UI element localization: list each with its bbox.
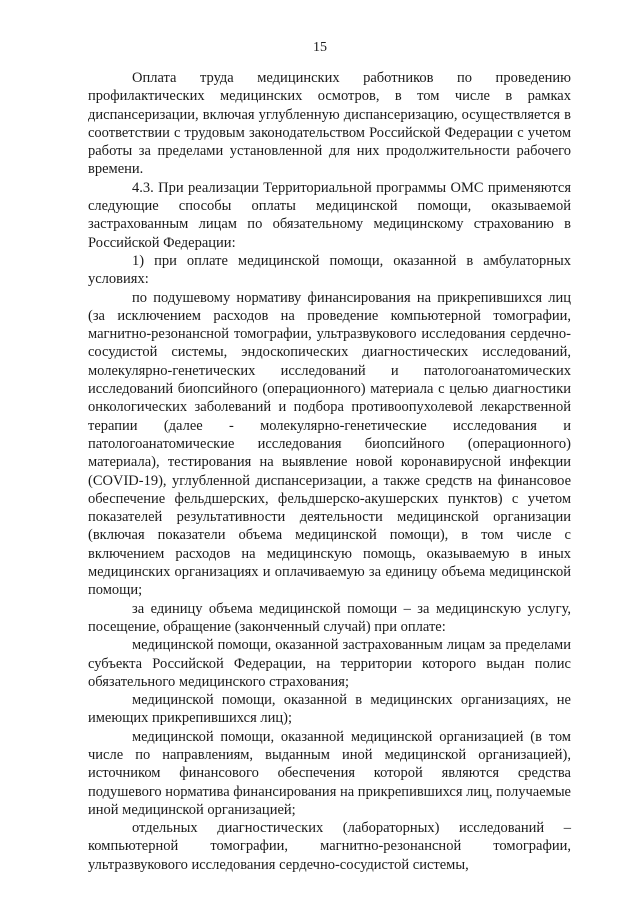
page-number: 15: [313, 40, 327, 55]
paragraph-per-unit-volume: за единицу объема медицинской помощи – за медицинскую услугу, посещение, обращение (законченный случай) при оплате:: [88, 600, 571, 635]
paragraph-per-capita-standard: по подушевому нормативу финансирования на прикрепившихся лиц (за исключением расходов на проведение компьютерной томографии, магнитно-резонансной томографии, ультразвукового исследования сердечно-сосудистой системы, эндоскопических диагностических исследований, молекулярно-генетических исследований и патологоанатомических исследований биопсийного (операционного) материала с целью диагностики онкологических заболеваний и подбора противоопухолевой лекарственной терапии (далее - молекулярно-генетические исследования и патологоанатомические исследования биопсийного (операционного) материала), тестирования на выявление новой коронавирусной инфекции (COVID-19), углубленной диспансеризации, а также средств на финансовое обеспечение фельдшерских, фельдшерско-акушерских пунктов) с учетом показателей результативности деятельности медицинской организации (включая показатели объема медицинской помощи), в том числе с включением расходов на медицинскую помощь, оказываемую в иных медицинских организациях и оплачиваемую за единицу объема медицинской помощи;: [88, 289, 571, 599]
paragraph-labor-payment: Оплата труда медицинских работников по проведению профилактических медицинских осмотров, в том числе в рамках диспансеризации, включая углубленную диспансеризацию, осуществляется в соответствии с трудовым законодательством Российской Федерации с учетом работы за пределами установленной для них продолжительности рабочего времени.: [88, 70, 571, 178]
document-body: [88, 69, 571, 874]
paragraph-no-attached-persons: медицинской помощи, оказанной в медицинских организациях, не имеющих прикрепившихся лиц);: [88, 692, 571, 727]
paragraph-outpatient-conditions: 1) при оплате медицинской помощи, оказанной в амбулаторных условиях:: [88, 252, 571, 288]
paragraph-referrals: медицинской помощи, оказанной медицинской организацией (в том числе по направлениям, выданным иной медицинской организацией), источником финансового обеспечения которой являются средства подушевого норматива финансирования на прикрепившихся лиц, получаемые иной медицинской организацией;: [88, 728, 571, 818]
paragraph-outside-region: медицинской помощи, оказанной застрахованным лицам за пределами субъекта Российской Федерации, на территории которого выдан полис обязательного медицинского страхования;: [88, 637, 571, 690]
paragraph-section-4-3: 4.3. При реализации Территориальной программы ОМС применяются следующие способы оплаты медицинской помощи, оказываемой застрахованным лицам по обязательному медицинскому страхованию в Российской Федерации:: [88, 179, 571, 251]
paragraph-diagnostic-tests: отдельных диагностических (лабораторных) исследований – компьютерной томографии, магнитно-резонансной томографии, ультразвукового исследования сердечно-сосудистой системы,: [88, 820, 571, 873]
